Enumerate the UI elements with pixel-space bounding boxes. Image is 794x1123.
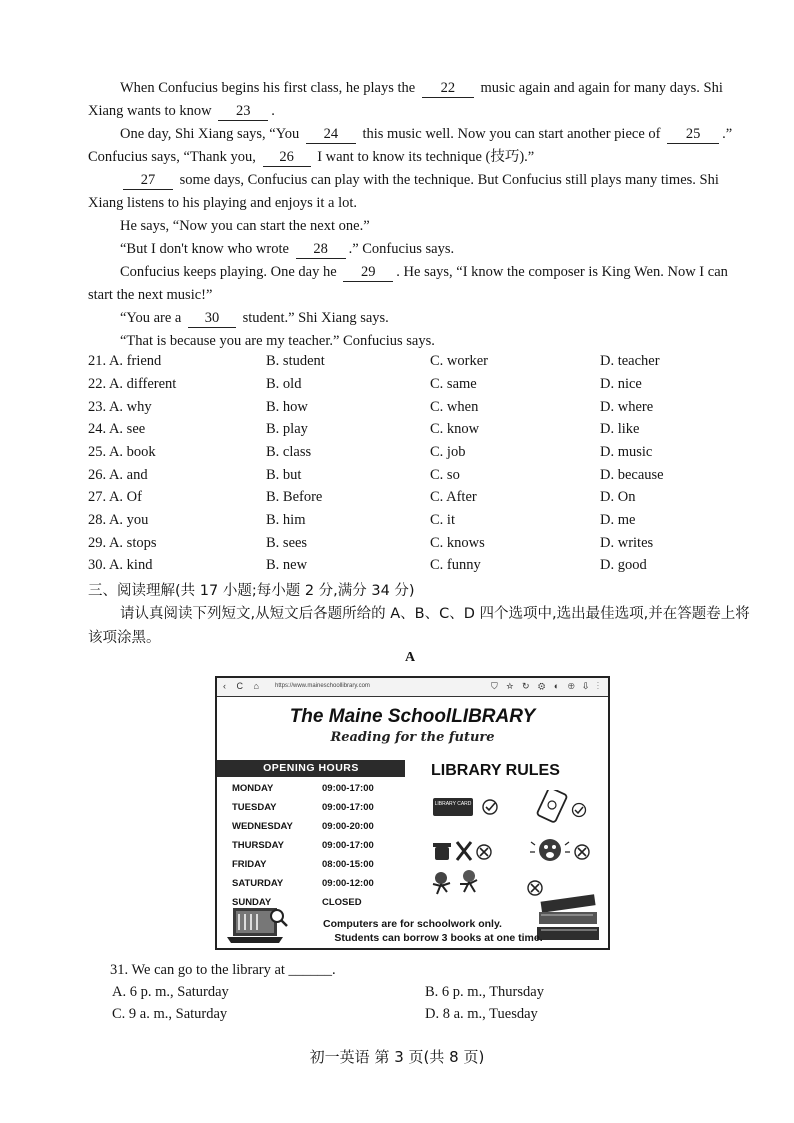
library-rules-heading: LIBRARY RULES xyxy=(431,762,560,779)
hours-row xyxy=(232,783,407,799)
hours-row xyxy=(232,840,407,856)
passage-paragraph-3 xyxy=(88,169,752,215)
hours-time: 09:00-17:00 xyxy=(322,840,374,851)
food-drink-icon xyxy=(433,842,471,860)
option-row-28 xyxy=(88,512,768,534)
option-c: C. same xyxy=(430,376,477,392)
running-children-icon xyxy=(433,870,477,894)
passage-text: One day, Shi Xiang says, “You xyxy=(120,126,300,142)
option-c: C. know xyxy=(430,421,480,437)
passage-text: . He says, “I know the composer is King Wen. xyxy=(396,264,664,280)
check-icon xyxy=(573,804,586,817)
passage-text: Confucius keeps playing. One day he xyxy=(120,264,337,280)
passage-text: days. Shi Xiang wants to know xyxy=(88,80,723,119)
option-row-21 xyxy=(88,353,768,375)
phone-icon xyxy=(537,790,568,823)
hours-time: 09:00-17:00 xyxy=(322,783,374,794)
section-title: 三、阅读理解(共 17 小题;每小题 2 分,满分 34 分) xyxy=(88,583,415,599)
question-31-stem: 31. We can go to the library at ______. xyxy=(110,962,336,978)
option-c: C. worker xyxy=(430,353,488,369)
option-row-25 xyxy=(88,444,768,466)
passage-text: “But I don't know who wrote xyxy=(120,241,289,257)
passage-text: “You are a xyxy=(120,310,182,326)
cross-icon xyxy=(477,845,491,859)
blank-26: 26 xyxy=(263,149,311,167)
browser-tool-icons: ⛉ ☆ ↻ ⚙ ◐ ⊕ ⇩ ⋮ xyxy=(491,681,602,691)
option-b: B. how xyxy=(266,399,308,415)
option-d: D. because xyxy=(600,467,664,483)
blank-25: 25 xyxy=(667,126,719,144)
option-b: B. new xyxy=(266,557,308,573)
library-title: The Maine SchoolLIBRARY xyxy=(289,706,536,727)
hours-time: 09:00-20:00 xyxy=(322,821,374,832)
option-a: 22. A. different xyxy=(88,376,177,392)
instruction-text: 请认真阅读下列短文,从短文后各题所给的 A、B、C、D 四个选项中,选出最佳选项,并在答题卷上将该项涂黑。 xyxy=(88,606,750,646)
hours-time: 09:00-12:00 xyxy=(322,878,374,889)
option-a: 27. A. Of xyxy=(88,489,142,505)
option-a: 26. A. and xyxy=(88,467,148,483)
passage-paragraph-2 xyxy=(88,123,752,169)
option-b: B. but xyxy=(266,467,302,483)
blank-22: 22 xyxy=(422,80,474,98)
card-label: LIBRARY CARD xyxy=(434,801,472,807)
passage-text: I want to know its technique (技巧).” xyxy=(317,149,535,165)
option-c: C. so xyxy=(430,467,460,483)
hours-day: WEDNESDAY xyxy=(232,821,293,832)
passage-text: some days, Confucius can play with the technique. But Confucius still plays many xyxy=(179,172,658,188)
option-c: C. it xyxy=(430,512,455,528)
computer-rule-note: Computers are for schoolwork only. xyxy=(323,918,502,930)
option-a: 24. A. see xyxy=(88,421,146,437)
option-row-26 xyxy=(88,467,768,489)
question-31-option-a: A. 6 p. m., Saturday xyxy=(112,984,229,1000)
browser-nav-icons: ‹ C ⌂ xyxy=(223,681,263,691)
option-a: 25. A. book xyxy=(88,444,156,460)
option-a: 21. A. friend xyxy=(88,353,162,369)
option-d: D. writes xyxy=(600,535,654,551)
rule-icons xyxy=(427,790,607,900)
option-a: 30. A. kind xyxy=(88,557,153,573)
hours-time: CLOSED xyxy=(322,897,362,908)
passage-text: student.” Shi Xiang says. xyxy=(242,310,389,326)
blank-23: 23 xyxy=(218,103,268,121)
option-c: C. when xyxy=(430,399,479,415)
option-b: B. him xyxy=(266,512,306,528)
question-31-option-b: B. 6 p. m., Thursday xyxy=(425,984,544,1000)
hours-row xyxy=(232,878,407,894)
hours-row xyxy=(232,802,407,818)
option-d: D. good xyxy=(600,557,647,573)
page-footer: 初一英语 第 3 页(共 8 页) xyxy=(309,1048,485,1066)
passage-text: this music well. Now you can start another piece of xyxy=(362,126,661,142)
passage-paragraph-6 xyxy=(88,261,752,307)
passage-paragraph-8: “That is because you are my teacher.” Confucius says. xyxy=(120,333,435,349)
option-row-27 xyxy=(88,489,768,511)
option-d: D. teacher xyxy=(600,353,660,369)
borrow-rule-note: Students can borrow 3 books at one time. xyxy=(334,932,543,944)
option-row-24 xyxy=(88,421,768,443)
passage-paragraph-5 xyxy=(88,238,752,261)
option-d: D. music xyxy=(600,444,653,460)
passage-paragraph-1 xyxy=(88,77,752,123)
passage-paragraph-7 xyxy=(88,307,752,330)
noise-icon xyxy=(530,839,570,861)
blank-30: 30 xyxy=(188,310,236,328)
option-d: D. On xyxy=(600,489,636,505)
blank-24: 24 xyxy=(306,126,356,144)
passage-text: Now I can start the next music!” xyxy=(88,264,728,303)
option-b: B. sees xyxy=(266,535,308,551)
option-b: B. Before xyxy=(266,489,323,505)
option-row-29 xyxy=(88,535,768,557)
library-card-icon xyxy=(433,798,473,816)
question-31-option-d: D. 8 a. m., Tuesday xyxy=(425,1006,538,1022)
option-b: B. play xyxy=(266,421,308,437)
option-row-30 xyxy=(88,557,768,579)
passage-text: .” Confucius says. xyxy=(348,241,455,257)
option-a: 28. A. you xyxy=(88,512,149,528)
option-c: C. knows xyxy=(430,535,485,551)
option-row-23 xyxy=(88,399,768,421)
library-poster xyxy=(215,676,610,950)
hours-day: FRIDAY xyxy=(232,859,267,870)
option-a: 23. A. why xyxy=(88,399,152,415)
hours-day: MONDAY xyxy=(232,783,274,794)
option-d: D. me xyxy=(600,512,636,528)
option-d: D. where xyxy=(600,399,654,415)
opening-hours-heading: OPENING HOURS xyxy=(217,760,405,777)
blank-29: 29 xyxy=(343,264,393,282)
passage-paragraph-4: He says, “Now you can start the next one.” xyxy=(120,218,370,234)
hours-day: SATURDAY xyxy=(232,878,284,889)
blank-28: 28 xyxy=(296,241,346,259)
hours-time: 08:00-15:00 xyxy=(322,859,374,870)
passage-text: . xyxy=(271,103,275,119)
hours-row xyxy=(232,859,407,875)
blank-27: 27 xyxy=(123,172,173,190)
option-b: B. student xyxy=(266,353,325,369)
address-bar: https://www.maineschoollibrary.com xyxy=(275,683,370,689)
passage-text: music again and again for many xyxy=(480,80,667,96)
hours-time: 09:00-17:00 xyxy=(322,802,374,813)
option-row-22 xyxy=(88,376,768,398)
library-slogan: Reading for the future xyxy=(330,730,495,745)
option-c: C. After xyxy=(430,489,477,505)
browser-bar xyxy=(217,678,608,697)
hours-day: THURSDAY xyxy=(232,840,284,851)
option-d: D. like xyxy=(600,421,640,437)
hours-day: TUESDAY xyxy=(232,802,277,813)
section-instruction xyxy=(88,602,756,650)
check-icon xyxy=(483,800,497,814)
option-c: C. funny xyxy=(430,557,481,573)
option-a: 29. A. stops xyxy=(88,535,157,551)
hours-row xyxy=(232,821,407,837)
option-b: B. old xyxy=(266,376,302,392)
passage-text: .” Confucius says, “Thank you, xyxy=(88,126,733,165)
cross-icon xyxy=(575,845,589,859)
passage-label: A xyxy=(405,650,416,665)
passage-text: When Confucius begins his first class, he plays the xyxy=(120,80,416,96)
option-b: B. class xyxy=(266,444,312,460)
passage-text: times. Shi Xiang listens to his playing and enjoys it a lot. xyxy=(88,172,719,211)
option-c: C. job xyxy=(430,444,466,460)
hours-day: SUNDAY xyxy=(232,897,272,908)
option-d: D. nice xyxy=(600,376,642,392)
question-31-option-c: C. 9 a. m., Saturday xyxy=(112,1006,228,1022)
